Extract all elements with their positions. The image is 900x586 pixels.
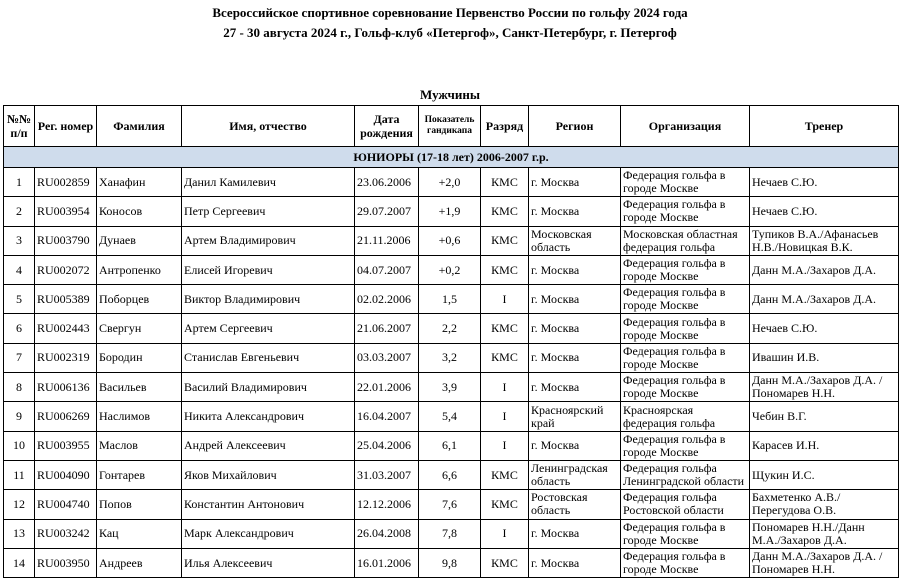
table-row bbox=[4, 255, 899, 284]
cell-region: г. Москва bbox=[529, 168, 621, 197]
table-row bbox=[4, 343, 899, 372]
cell-surname: Коносов bbox=[97, 197, 182, 226]
cell-rank: КМС bbox=[481, 343, 529, 372]
cell-org: Федерация гольфа в городе Москве bbox=[621, 343, 750, 372]
cell-surname: Антропенко bbox=[97, 255, 182, 284]
cell-surname: Андреев bbox=[97, 548, 182, 577]
cell-dob: 21.06.2007 bbox=[355, 314, 419, 343]
cell-reg: RU003950 bbox=[35, 548, 97, 577]
cell-coach: Карасев И.Н. bbox=[750, 431, 899, 460]
cell-reg: RU002319 bbox=[35, 343, 97, 372]
table-row bbox=[4, 197, 899, 226]
cell-num: 14 bbox=[4, 548, 35, 577]
cell-surname: Дунаев bbox=[97, 226, 182, 255]
cell-name: Станислав Евгеньевич bbox=[182, 343, 355, 372]
cell-org: Федерация гольфа Ленинградской области bbox=[621, 460, 750, 489]
col-header-org: Организация bbox=[621, 106, 750, 147]
cell-coach: Щукин И.С. bbox=[750, 460, 899, 489]
cell-name: Петр Сергеевич bbox=[182, 197, 355, 226]
cell-name: Виктор Владимирович bbox=[182, 285, 355, 314]
cell-dob: 31.03.2007 bbox=[355, 460, 419, 489]
cell-region: г. Москва bbox=[529, 548, 621, 577]
cell-hcp: +2,0 bbox=[419, 168, 481, 197]
cell-surname: Свергун bbox=[97, 314, 182, 343]
cell-reg: RU004090 bbox=[35, 460, 97, 489]
cell-rank: КМС bbox=[481, 490, 529, 519]
cell-dob: 26.04.2008 bbox=[355, 519, 419, 548]
cell-coach: Данн М.А./Захаров Д.А. /Пономарев Н.Н. bbox=[750, 548, 899, 577]
cell-reg: RU003790 bbox=[35, 226, 97, 255]
cell-reg: RU003955 bbox=[35, 431, 97, 460]
cell-region: г. Москва bbox=[529, 197, 621, 226]
cell-rank: КМС bbox=[481, 197, 529, 226]
col-header-reg: Рег. номер bbox=[35, 106, 97, 147]
cell-num: 4 bbox=[4, 255, 35, 284]
cell-reg: RU002072 bbox=[35, 255, 97, 284]
cell-num: 12 bbox=[4, 490, 35, 519]
cell-org: Федерация гольфа в городе Москве bbox=[621, 548, 750, 577]
cell-rank: КМС bbox=[481, 314, 529, 343]
cell-hcp: 5,4 bbox=[419, 402, 481, 431]
table-row bbox=[4, 226, 899, 255]
cell-rank: КМС bbox=[481, 460, 529, 489]
cell-org: Федерация гольфа в городе Москве bbox=[621, 314, 750, 343]
cell-name: Константин Антонович bbox=[182, 490, 355, 519]
cell-region: г. Москва bbox=[529, 431, 621, 460]
cell-org: Красноярская федерация гольфа bbox=[621, 402, 750, 431]
cell-reg: RU004740 bbox=[35, 490, 97, 519]
cell-dob: 03.03.2007 bbox=[355, 343, 419, 372]
section-title: Мужчины bbox=[420, 87, 480, 102]
cell-num: 1 bbox=[4, 168, 35, 197]
cell-num: 2 bbox=[4, 197, 35, 226]
cell-surname: Кац bbox=[97, 519, 182, 548]
table-row bbox=[4, 314, 899, 343]
cell-rank: КМС bbox=[481, 255, 529, 284]
cell-hcp: +1,9 bbox=[419, 197, 481, 226]
participants-table bbox=[3, 105, 899, 578]
group-label: ЮНИОРЫ (17-18 лет) 2006-2007 г.р. bbox=[4, 147, 899, 168]
cell-num: 10 bbox=[4, 431, 35, 460]
cell-surname: Наслимов bbox=[97, 402, 182, 431]
cell-dob: 29.07.2007 bbox=[355, 197, 419, 226]
cell-region: г. Москва bbox=[529, 343, 621, 372]
cell-org: Федерация гольфа в городе Москве bbox=[621, 431, 750, 460]
cell-rank: КМС bbox=[481, 548, 529, 577]
cell-num: 9 bbox=[4, 402, 35, 431]
cell-dob: 21.11.2006 bbox=[355, 226, 419, 255]
cell-dob: 23.06.2006 bbox=[355, 168, 419, 197]
cell-org: Федерация гольфа в городе Москве bbox=[621, 197, 750, 226]
cell-region: г. Москва bbox=[529, 519, 621, 548]
cell-org: Федерация гольфа в городе Москве bbox=[621, 285, 750, 314]
cell-dob: 02.02.2006 bbox=[355, 285, 419, 314]
cell-reg: RU006269 bbox=[35, 402, 97, 431]
cell-name: Марк Александрович bbox=[182, 519, 355, 548]
table-row bbox=[4, 460, 899, 489]
cell-rank: I bbox=[481, 431, 529, 460]
table-row bbox=[4, 402, 899, 431]
cell-org: Федерация гольфа Ростовской области bbox=[621, 490, 750, 519]
cell-org: Московская областная федерация гольфа bbox=[621, 226, 750, 255]
cell-reg: RU003954 bbox=[35, 197, 97, 226]
cell-num: 6 bbox=[4, 314, 35, 343]
table-row bbox=[4, 548, 899, 577]
col-header-hcp: Показатель гандикапа bbox=[419, 106, 481, 147]
cell-hcp: +0,2 bbox=[419, 255, 481, 284]
cell-name: Илья Алексеевич bbox=[182, 548, 355, 577]
cell-hcp: 6,1 bbox=[419, 431, 481, 460]
cell-reg: RU006136 bbox=[35, 373, 97, 402]
cell-name: Артем Сергеевич bbox=[182, 314, 355, 343]
table-row bbox=[4, 285, 899, 314]
cell-org: Федерация гольфа в городе Москве bbox=[621, 519, 750, 548]
cell-reg: RU002443 bbox=[35, 314, 97, 343]
cell-hcp: 3,9 bbox=[419, 373, 481, 402]
cell-hcp: 9,8 bbox=[419, 548, 481, 577]
cell-name: Яков Михайлович bbox=[182, 460, 355, 489]
cell-hcp: 7,6 bbox=[419, 490, 481, 519]
document-subtitle: 27 - 30 августа 2024 г., Гольф-клуб «Петергоф», Санкт-Петербург, г. Петергоф bbox=[223, 25, 677, 40]
cell-surname: Ханафин bbox=[97, 168, 182, 197]
cell-org: Федерация гольфа в городе Москве bbox=[621, 255, 750, 284]
cell-coach: Чебин В.Г. bbox=[750, 402, 899, 431]
col-header-name: Имя, отчество bbox=[182, 106, 355, 147]
cell-name: Андрей Алексеевич bbox=[182, 431, 355, 460]
cell-dob: 25.04.2006 bbox=[355, 431, 419, 460]
cell-reg: RU003242 bbox=[35, 519, 97, 548]
cell-coach: Нечаев С.Ю. bbox=[750, 197, 899, 226]
cell-rank: I bbox=[481, 285, 529, 314]
cell-name: Никита Александрович bbox=[182, 402, 355, 431]
cell-hcp: 3,2 bbox=[419, 343, 481, 372]
cell-coach: Тупиков В.А./Афанасьев Н.В./Новицкая В.К. bbox=[750, 226, 899, 255]
cell-name: Артем Владимирович bbox=[182, 226, 355, 255]
cell-rank: I bbox=[481, 373, 529, 402]
group-header-row bbox=[4, 147, 899, 168]
cell-surname: Бородин bbox=[97, 343, 182, 372]
cell-name: Данил Камилевич bbox=[182, 168, 355, 197]
cell-num: 5 bbox=[4, 285, 35, 314]
cell-rank: I bbox=[481, 402, 529, 431]
cell-surname: Васильев bbox=[97, 373, 182, 402]
cell-dob: 04.07.2007 bbox=[355, 255, 419, 284]
cell-reg: RU002859 bbox=[35, 168, 97, 197]
cell-rank: КМС bbox=[481, 226, 529, 255]
cell-num: 3 bbox=[4, 226, 35, 255]
col-header-rank: Разряд bbox=[481, 106, 529, 147]
cell-surname: Маслов bbox=[97, 431, 182, 460]
cell-reg: RU005389 bbox=[35, 285, 97, 314]
cell-coach: Пономарев Н.Н./Данн М.А./Захаров Д.А. bbox=[750, 519, 899, 548]
col-header-num: №№ п/п bbox=[4, 106, 35, 147]
cell-hcp: 1,5 bbox=[419, 285, 481, 314]
cell-num: 8 bbox=[4, 373, 35, 402]
cell-hcp: 6,6 bbox=[419, 460, 481, 489]
table-row bbox=[4, 168, 899, 197]
cell-surname: Поборцев bbox=[97, 285, 182, 314]
cell-region: Красноярский край bbox=[529, 402, 621, 431]
cell-name: Елисей Игоревич bbox=[182, 255, 355, 284]
cell-num: 11 bbox=[4, 460, 35, 489]
cell-org: Федерация гольфа в городе Москве bbox=[621, 168, 750, 197]
cell-hcp: +0,6 bbox=[419, 226, 481, 255]
cell-surname: Попов bbox=[97, 490, 182, 519]
cell-num: 13 bbox=[4, 519, 35, 548]
cell-region: г. Москва bbox=[529, 285, 621, 314]
col-header-dob: Дата рождения bbox=[355, 106, 419, 147]
cell-coach: Данн М.А./Захаров Д.А. /Пономарев Н.Н. bbox=[750, 373, 899, 402]
table-row bbox=[4, 519, 899, 548]
cell-region: г. Москва bbox=[529, 373, 621, 402]
table-row bbox=[4, 373, 899, 402]
cell-hcp: 2,2 bbox=[419, 314, 481, 343]
cell-rank: КМС bbox=[481, 168, 529, 197]
cell-dob: 12.12.2006 bbox=[355, 490, 419, 519]
table-header-row bbox=[4, 106, 899, 147]
cell-coach: Ивашин И.В. bbox=[750, 343, 899, 372]
table-row bbox=[4, 431, 899, 460]
cell-coach: Бахметенко А.В./ Перегудова О.В. bbox=[750, 490, 899, 519]
cell-region: Ленинградская область bbox=[529, 460, 621, 489]
cell-coach: Нечаев С.Ю. bbox=[750, 168, 899, 197]
cell-region: г. Москва bbox=[529, 255, 621, 284]
cell-dob: 16.04.2007 bbox=[355, 402, 419, 431]
col-header-region: Регион bbox=[529, 106, 621, 147]
cell-coach: Данн М.А./Захаров Д.А. bbox=[750, 285, 899, 314]
table-row bbox=[4, 490, 899, 519]
cell-region: г. Москва bbox=[529, 314, 621, 343]
cell-num: 7 bbox=[4, 343, 35, 372]
col-header-coach: Тренер bbox=[750, 106, 899, 147]
cell-hcp: 7,8 bbox=[419, 519, 481, 548]
col-header-surname: Фамилия bbox=[97, 106, 182, 147]
cell-org: Федерация гольфа в городе Москве bbox=[621, 373, 750, 402]
cell-dob: 22.01.2006 bbox=[355, 373, 419, 402]
cell-rank: I bbox=[481, 519, 529, 548]
cell-coach: Нечаев С.Ю. bbox=[750, 314, 899, 343]
cell-name: Василий Владимирович bbox=[182, 373, 355, 402]
cell-surname: Гонтарев bbox=[97, 460, 182, 489]
cell-dob: 16.01.2006 bbox=[355, 548, 419, 577]
cell-coach: Данн М.А./Захаров Д.А. bbox=[750, 255, 899, 284]
document-title: Всероссийское спортивное соревнование Первенство России по гольфу 2024 года bbox=[212, 5, 688, 20]
cell-region: Московская область bbox=[529, 226, 621, 255]
cell-region: Ростовская область bbox=[529, 490, 621, 519]
